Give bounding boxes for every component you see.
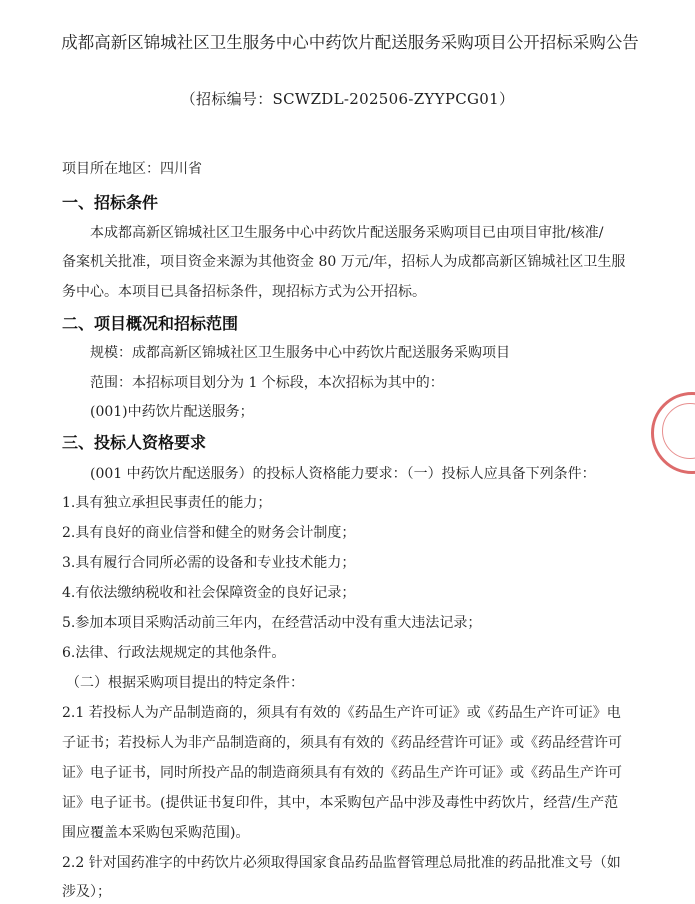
paragraph-line: 涉及）； bbox=[62, 884, 111, 900]
red-seal-stamp bbox=[651, 392, 695, 474]
list-item: 1.具有独立承担民事责任的能力； bbox=[62, 495, 272, 511]
paragraph-line: 2.2 针对国药准字的中药饮片必须取得国家食品药品监督管理总局批准的药品批准文号（如 bbox=[62, 855, 621, 871]
list-item: 3.具有履行合同所必需的设备和专业技术能力； bbox=[62, 555, 356, 571]
paragraph-line: 范围：本招标项目划分为 1 个标段，本次招标为其中的： bbox=[90, 375, 444, 391]
project-region: 项目所在地区：四川省 bbox=[62, 161, 202, 177]
section-heading: 一、招标条件 bbox=[62, 193, 159, 212]
paragraph-line: 备案机关批准，项目资金来源为其他资金 80 万元/年，招标人为成都高新区锦城社区卫生服 bbox=[62, 254, 626, 270]
list-item: 2.具有良好的商业信誉和健全的财务会计制度； bbox=[62, 525, 356, 541]
document-title: 成都高新区锦城社区卫生服务中心中药饮片配送服务采购项目公开招标采购公告 bbox=[61, 33, 639, 52]
list-item: 5.参加本项目采购活动前三年内，在经营活动中没有重大违法记录； bbox=[62, 615, 482, 631]
section-heading: 二、项目概况和招标范围 bbox=[62, 314, 239, 333]
paragraph-line: (001)中药饮片配送服务； bbox=[90, 404, 254, 420]
list-item: 4.有依法缴纳税收和社会保障资金的良好记录； bbox=[62, 585, 356, 601]
bid-number: （招标编号：SCWZDL-202506-ZYYPCG01） bbox=[180, 90, 515, 108]
paragraph-line: 围应覆盖本采购包采购范围)。 bbox=[62, 825, 250, 841]
paragraph-line: 规模：成都高新区锦城社区卫生服务中心中药饮片配送服务采购项目 bbox=[90, 345, 510, 361]
section-heading: 三、投标人资格要求 bbox=[62, 433, 207, 452]
subsection-heading: （二）根据采购项目提出的特定条件： bbox=[66, 675, 304, 691]
list-item: 6.法律、行政法规规定的其他条件。 bbox=[62, 645, 286, 661]
paragraph-line: 务中心。本项目已具备招标条件，现招标方式为公开招标。 bbox=[62, 284, 426, 300]
paragraph-line: 证》电子证书，同时所投产品的制造商须具有有效的《药品生产许可证》或《药品生产许可 bbox=[62, 765, 622, 781]
paragraph-line: 本成都高新区锦城社区卫生服务中心中药饮片配送服务采购项目已由项目审批/核准/ bbox=[90, 225, 604, 241]
paragraph-line: 子证书；若投标人为非产品制造商的，须具有有效的《药品经营许可证》或《药品经营许可 bbox=[62, 735, 622, 751]
paragraph-line: 2.1 若投标人为产品制造商的，须具有有效的《药品生产许可证》或《药品生产许可证》电 bbox=[62, 705, 621, 721]
paragraph-line: 证》电子证书。(提供证书复印件，其中，本采购包产品中涉及毒性中药饮片，经营/生产范 bbox=[62, 795, 619, 811]
paragraph-line: (001 中药饮片配送服务）的投标人资格能力要求：（一）投标人应具备下列条件： bbox=[90, 466, 596, 482]
